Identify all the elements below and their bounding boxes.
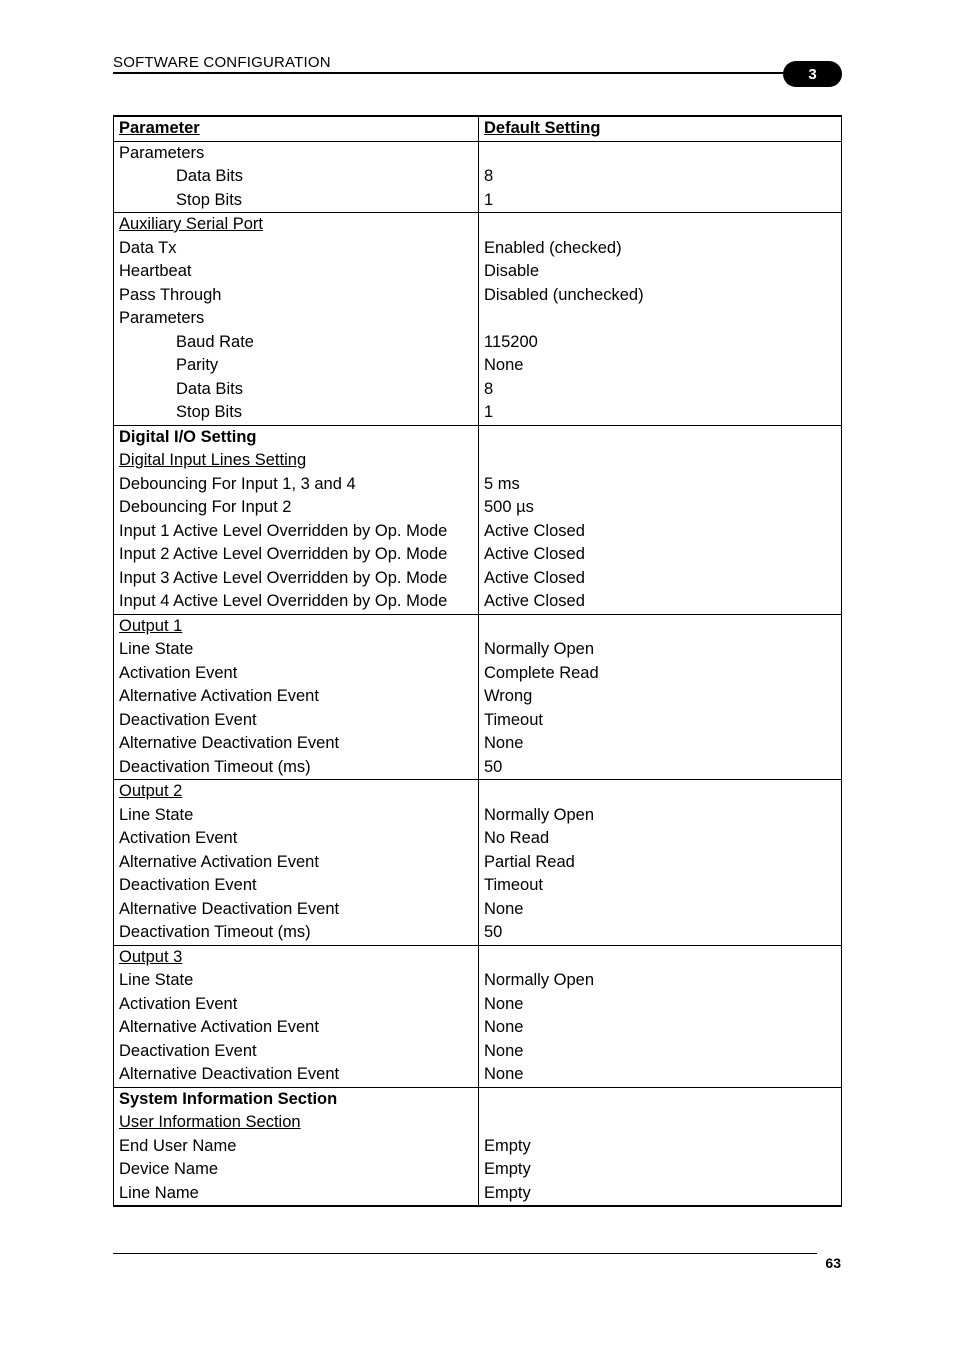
parameter-name: Line Name <box>119 1183 199 1202</box>
default-setting-cell <box>479 614 842 780</box>
table-row <box>114 1087 842 1206</box>
default-setting-cell <box>479 213 842 426</box>
parameter-name: Debouncing For Input 1, 3 and 4 <box>119 474 356 493</box>
parameter-name: Parameters <box>119 143 205 162</box>
default-value: Disabled (unchecked) <box>484 285 644 304</box>
default-value: None <box>484 994 524 1013</box>
default-value: Empty <box>484 1136 531 1155</box>
default-value: Timeout <box>484 876 543 894</box>
parameter-name: Alternative Deactivation Event <box>119 1065 340 1083</box>
parameter-cell <box>114 945 479 1087</box>
default-value: No Read <box>484 829 550 847</box>
running-header: SOFTWARE CONFIGURATION <box>113 54 331 71</box>
default-value <box>484 1088 836 1112</box>
table-row <box>114 141 842 213</box>
default-setting-cell <box>479 1087 842 1206</box>
parameter-name: Stop Bits <box>176 403 243 421</box>
parameter-name: Baud Rate <box>176 332 254 351</box>
parameter-name: User Information Section <box>119 1113 301 1131</box>
parameter-name: Activation Event <box>119 829 238 847</box>
parameter-cell <box>114 425 479 614</box>
default-value: Empty <box>484 1160 531 1178</box>
default-value: Active Closed <box>484 545 585 563</box>
parameter-name: Data Bits <box>176 379 243 398</box>
column-header-parameter-label: Parameter <box>119 119 200 137</box>
default-value: None <box>484 1041 524 1060</box>
default-value: Active Closed <box>484 592 585 610</box>
parameter-name: Alternative Activation Event <box>119 1018 319 1036</box>
default-value: Timeout <box>484 710 543 729</box>
parameter-name: Digital Input Lines Setting <box>119 451 307 469</box>
default-value <box>484 449 836 473</box>
parameter-name: Input 3 Active Level Overridden by Op. Mode <box>119 568 448 587</box>
table-row <box>114 614 842 780</box>
parameter-name: Debouncing For Input 2 <box>119 498 292 516</box>
default-value: Wrong <box>484 687 533 705</box>
default-value: None <box>484 1018 524 1036</box>
header-rule <box>113 72 813 74</box>
footer-rule <box>113 1253 817 1254</box>
default-value <box>484 615 836 639</box>
default-value <box>484 213 836 237</box>
default-value: Normally Open <box>484 640 595 658</box>
parameter-name: Pass Through <box>119 285 222 304</box>
default-value: Enabled (checked) <box>484 238 622 257</box>
page-number: 63 <box>825 1255 841 1271</box>
default-value: 115200 <box>484 332 538 351</box>
default-value: 5 ms <box>484 474 520 493</box>
default-value: 1 <box>484 403 494 421</box>
parameter-cell <box>114 213 479 426</box>
parameter-name: Activation Event <box>119 663 238 682</box>
parameter-cell <box>114 1087 479 1206</box>
parameter-name: Line State <box>119 971 194 989</box>
default-setting-cell <box>479 141 842 213</box>
default-value <box>484 142 836 166</box>
default-value: 8 <box>484 167 494 185</box>
column-header-default-setting <box>479 116 842 141</box>
default-value: 50 <box>484 923 503 941</box>
parameter-name: Deactivation Event <box>119 1041 257 1060</box>
column-header-parameter <box>114 116 479 141</box>
parameter-name: Deactivation Timeout (ms) <box>119 923 311 941</box>
table-body <box>114 116 842 1206</box>
parameter-name: Auxiliary Serial Port <box>119 215 263 233</box>
parameter-name: Parameters <box>119 309 205 327</box>
table-header-row <box>114 116 842 141</box>
default-value: Normally Open <box>484 805 595 824</box>
parameter-name: Input 2 Active Level Overridden by Op. Mode <box>119 545 448 563</box>
parameter-name: Output 1 <box>119 616 183 635</box>
default-value: Complete Read <box>484 663 599 682</box>
table-row <box>114 213 842 426</box>
default-value: Disable <box>484 262 540 280</box>
parameter-name: Data Bits <box>176 167 243 185</box>
parameter-name: Activation Event <box>119 994 238 1013</box>
parameter-name: Parity <box>176 356 219 374</box>
default-value: 500 µs <box>484 498 534 516</box>
parameter-name: Digital I/O Setting <box>119 427 257 446</box>
chapter-badge: 3 <box>783 61 842 87</box>
default-value: 50 <box>484 757 503 776</box>
default-settings-table <box>113 115 842 1207</box>
parameter-name: Data Tx <box>119 238 177 257</box>
parameter-name: Output 3 <box>119 947 183 966</box>
default-value: 8 <box>484 379 494 398</box>
table-row <box>114 780 842 946</box>
parameter-name: System Information Section <box>119 1089 338 1108</box>
default-value: Partial Read <box>484 852 575 871</box>
default-value <box>484 307 836 331</box>
parameter-name: Input 1 Active Level Overridden by Op. Mode <box>119 521 448 540</box>
default-value: None <box>484 1065 524 1083</box>
default-value: Active Closed <box>484 568 585 587</box>
default-value: 1 <box>484 190 494 209</box>
parameter-cell <box>114 141 479 213</box>
default-value: None <box>484 899 524 918</box>
parameter-name: Alternative Activation Event <box>119 852 319 871</box>
parameter-name: Line State <box>119 640 194 658</box>
default-value <box>484 426 836 450</box>
parameter-name: Alternative Deactivation Event <box>119 899 340 918</box>
default-value <box>484 1111 836 1135</box>
parameter-name: End User Name <box>119 1136 237 1155</box>
parameter-name: Device Name <box>119 1160 219 1178</box>
parameter-name: Stop Bits <box>176 190 243 209</box>
parameter-name: Output 2 <box>119 782 183 800</box>
parameter-name: Deactivation Timeout (ms) <box>119 757 311 776</box>
parameter-name: Deactivation Event <box>119 710 257 729</box>
parameter-name: Alternative Deactivation Event <box>119 734 340 752</box>
table-row <box>114 425 842 614</box>
default-value: Active Closed <box>484 521 585 540</box>
parameter-name: Alternative Activation Event <box>119 687 319 705</box>
default-value <box>484 780 836 804</box>
default-value <box>484 946 836 970</box>
parameter-name: Heartbeat <box>119 262 192 280</box>
parameter-name: Input 4 Active Level Overridden by Op. Mode <box>119 592 448 610</box>
default-value: Normally Open <box>484 971 595 989</box>
default-setting-cell <box>479 780 842 946</box>
table-row <box>114 945 842 1087</box>
parameter-name: Deactivation Event <box>119 876 257 894</box>
parameter-cell <box>114 780 479 946</box>
default-value: None <box>484 734 524 752</box>
parameter-cell <box>114 614 479 780</box>
parameter-name: Line State <box>119 805 194 824</box>
column-header-default-label: Default Setting <box>484 119 601 137</box>
default-value: Empty <box>484 1183 531 1202</box>
default-value: None <box>484 356 524 374</box>
default-setting-cell <box>479 425 842 614</box>
default-setting-cell <box>479 945 842 1087</box>
